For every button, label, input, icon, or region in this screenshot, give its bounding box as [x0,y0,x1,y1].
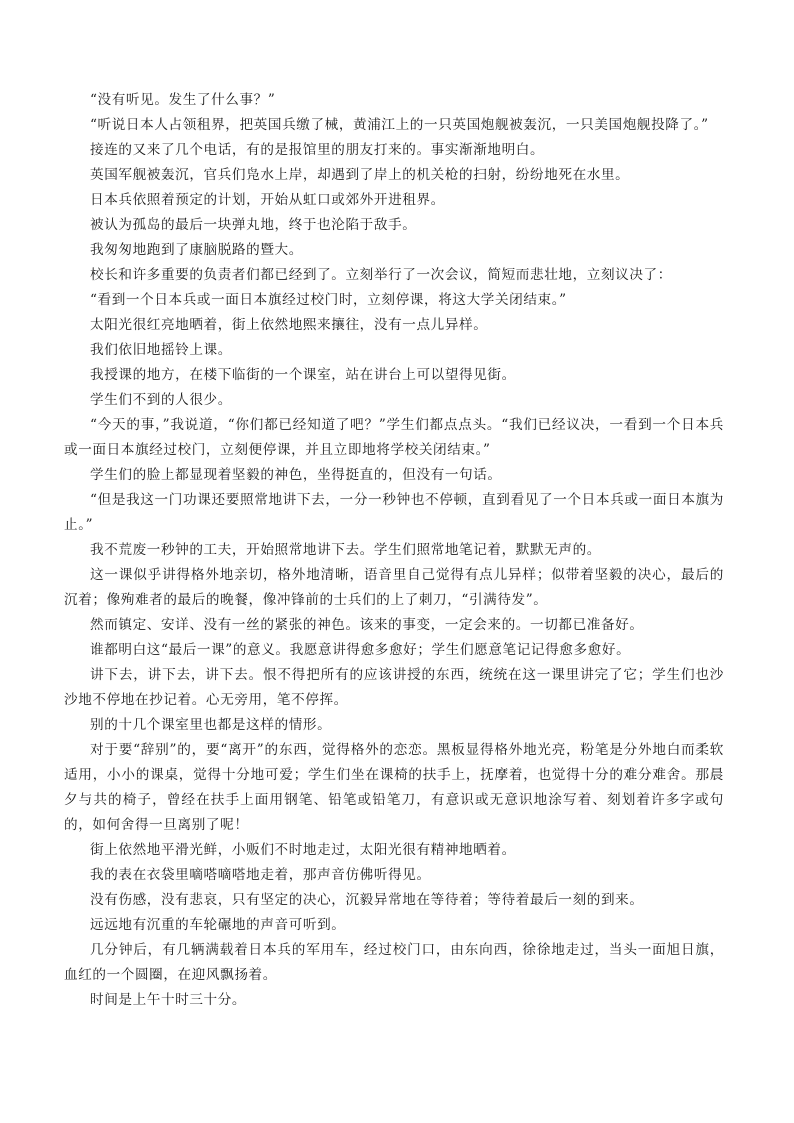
paragraph: 没有伤感，没有悲哀，只有坚定的决心，沉毅异常地在等待着；等待着最后一刻的到来。 [90,892,644,908]
paragraph: 时间是上午十时三十分。 [90,992,247,1008]
paragraph: 学生们的脸上都显现着坚毅的神色，坐得挺直的，但没有一句话。 [90,467,502,483]
paragraph: “没有听见。发生了什么事？” [90,92,276,108]
paragraph: “但是我这一门功课还要照常地讲下去，一分一秒钟也不停顿，直到看见了一个日本兵或一面日本旗为止。” [64,492,724,533]
paragraph: 我的表在衣袋里嘀嗒嘀嗒地走着，那声音仿佛听得见。 [90,867,431,883]
paragraph: 街上依然地平滑光鲜，小贩们不时地走过，太阳光很有精神地晒着。 [90,842,516,858]
paragraph: 被认为孤岛的最后一块弹丸地，终于也沦陷于敌手。 [90,217,417,233]
paragraph: 太阳光很红亮地晒着，街上依然地熙来攘往，没有一点儿异样。 [90,317,488,333]
paragraph: 几分钟后，有几辆满载着日本兵的军用车，经过校门口，由东向西，徐徐地走过，当头一面旭日旗，血红的一个圆圈，在迎风飘扬着。 [64,942,724,983]
paragraph: “听说日本人占领租界，把英国兵缴了械，黄浦江上的一只英国炮舰被轰沉，一只美国炮舰投降了。” [90,117,709,133]
paragraph: 我匆匆地跑到了康脑脱路的暨大。 [90,242,303,258]
paragraph: 别的十几个课室里也都是这样的情形。 [90,717,332,733]
paragraph: 对于要“辞别”的，要“离开”的东西，觉得格外的恋恋。黑板显得格外地光亮，粉笔是分外地白而柔软适用，小小的课桌，觉得十分地可爱；学生们坐在课椅的扶手上，抚摩着，也觉得十分的难分难舍。那晨夕与共的椅子，曾经在扶手上面用钢笔、铅笔或铅笔刀，有意识或无意识地涂写着、刻划着许多字或句的，如何舍得一旦离别了呢！ [64,742,724,833]
essay-body [64,88,724,1013]
paragraph: 讲下去，讲下去，讲下去。恨不得把所有的应该讲授的东西，统统在这一课里讲完了它；学生们也沙沙地不停地在抄记着。心无旁用，笔不停挥。 [64,667,724,708]
paragraph: 接连的又来了几个电话，有的是报馆里的朋友打来的。事实渐渐地明白。 [90,142,545,158]
paragraph: “看到一个日本兵或一面日本旗经过校门时，立刻停课，将这大学关闭结束。” [90,292,567,308]
paragraph: “今天的事，”我说道，“你们都已经知道了吧？”学生们都点点头。“我们已经议决，一看到一个日本兵或一面日本旗经过校门，立刻便停课，并且立即地将学校关闭结束。” [64,417,724,458]
paragraph: 学生们不到的人很少。 [90,392,232,408]
paragraph: 这一课似乎讲得格外地亲切，格外地清晰，语音里自己觉得有点儿异样；似带着坚毅的决心，最后的沉着；像殉难者的最后的晚餐，像冲锋前的士兵们的上了刺刀，“引满待发”。 [64,567,724,608]
paragraph: 然而镇定、安详、没有一丝的紧张的神色。该来的事变，一定会来的。一切都已准备好。 [90,617,644,633]
paragraph: 英国军舰被轰沉，官兵们凫水上岸，却遇到了岸上的机关枪的扫射，纷纷地死在水里。 [90,167,630,183]
paragraph: 我授课的地方，在楼下临街的一个课室，站在讲台上可以望得见街。 [90,367,516,383]
paragraph: 我不荒废一秒钟的工夫，开始照常地讲下去。学生们照常地笔记着，默默无声的。 [90,542,601,558]
paragraph: 我们依旧地摇铃上课。 [90,342,232,358]
paragraph: 校长和许多重要的负责者们都已经到了。立刻举行了一次会议，简短而悲壮地，立刻议决了： [90,267,672,283]
paragraph: 谁都明白这“最后一课”的意义。我愿意讲得愈多愈好；学生们愿意笔记记得愈多愈好。 [90,642,631,658]
paragraph: 远远地有沉重的车轮碾地的声音可听到。 [90,917,346,933]
paragraph: 日本兵依照着预定的计划，开始从虹口或郊外开进租界。 [90,192,445,208]
